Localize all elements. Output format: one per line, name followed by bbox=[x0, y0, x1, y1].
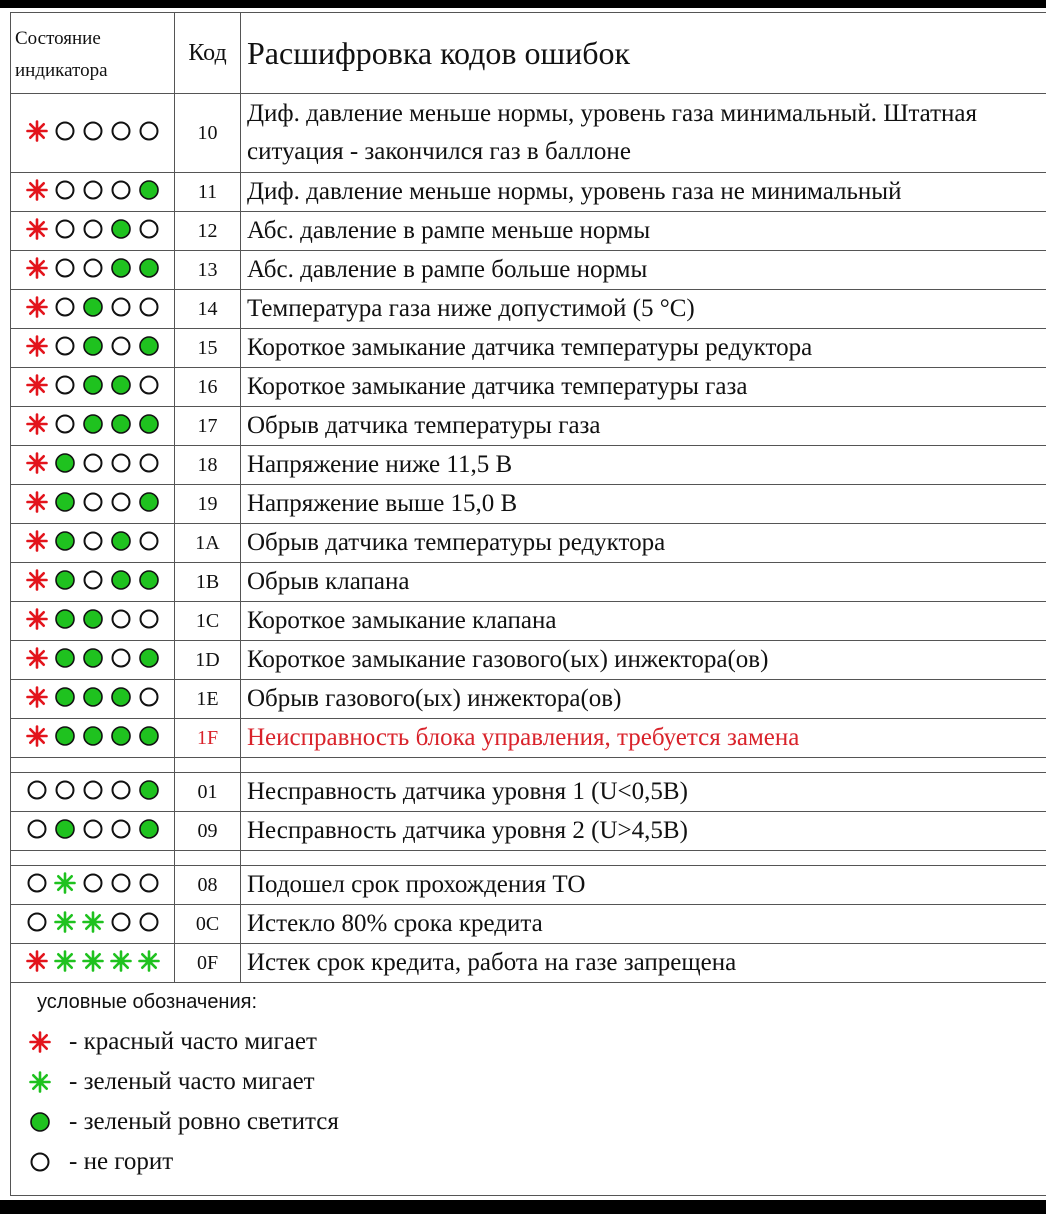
off-led-icon bbox=[138, 608, 160, 630]
off-led-icon bbox=[110, 608, 132, 630]
table-row bbox=[11, 446, 1046, 485]
red-blink-led-icon bbox=[26, 218, 48, 240]
green-solid-led-icon bbox=[110, 257, 132, 279]
off-led-icon bbox=[138, 686, 160, 708]
indicator-cell bbox=[11, 368, 175, 407]
description-cell: Абс. давление в рампе больше нормы bbox=[241, 251, 1046, 290]
indicator-leds bbox=[26, 296, 160, 318]
off-led-icon bbox=[26, 872, 48, 894]
code-cell: 1A bbox=[175, 524, 241, 563]
code-cell: 01 bbox=[175, 773, 241, 812]
table-row bbox=[11, 94, 1046, 173]
off-led-icon bbox=[82, 872, 104, 894]
description-cell: Истек срок кредита, работа на газе запрещена bbox=[241, 944, 1046, 983]
green-solid-led-icon bbox=[138, 257, 160, 279]
description-cell: Обрыв газового(ых) инжектора(ов) bbox=[241, 680, 1046, 719]
green-blink-led-icon bbox=[138, 950, 160, 972]
separator-cell bbox=[175, 851, 241, 866]
table-row bbox=[11, 773, 1046, 812]
indicator-leds bbox=[26, 725, 160, 747]
off-led-icon bbox=[82, 120, 104, 142]
code-cell: 15 bbox=[175, 329, 241, 368]
legend-item-text: - зеленый часто мигает bbox=[69, 1068, 315, 1095]
header-code: Код bbox=[175, 13, 241, 94]
green-solid-led-icon bbox=[29, 1111, 51, 1133]
table-row bbox=[11, 251, 1046, 290]
indicator-cell bbox=[11, 446, 175, 485]
separator-row bbox=[11, 758, 1046, 773]
off-led-icon bbox=[138, 296, 160, 318]
off-led-icon bbox=[82, 779, 104, 801]
description-cell: Истекло 80% срока кредита bbox=[241, 905, 1046, 944]
off-led-icon bbox=[138, 452, 160, 474]
description-cell: Короткое замыкание датчика температуры газа bbox=[241, 368, 1046, 407]
code-cell: 17 bbox=[175, 407, 241, 446]
green-solid-led-icon bbox=[138, 413, 160, 435]
description-cell: Диф. давление меньше нормы, уровень газа минимальный. Штатная ситуация - закончился газ в баллоне bbox=[241, 94, 1046, 173]
off-led-icon bbox=[82, 257, 104, 279]
indicator-cell bbox=[11, 94, 175, 173]
off-led-icon bbox=[110, 335, 132, 357]
red-blink-led-icon bbox=[26, 296, 48, 318]
off-led-icon bbox=[110, 452, 132, 474]
green-solid-led-icon bbox=[54, 491, 76, 513]
table-row bbox=[11, 905, 1046, 944]
table-row bbox=[11, 290, 1046, 329]
indicator-leds bbox=[26, 257, 160, 279]
description-cell: Несправность датчика уровня 1 (U<0,5В) bbox=[241, 773, 1046, 812]
separator-cell bbox=[241, 851, 1046, 866]
header-indicator: Состояние индикатора bbox=[11, 13, 175, 94]
table-row bbox=[11, 680, 1046, 719]
header-description: Расшифровка кодов ошибок bbox=[241, 13, 1046, 94]
code-cell: 1E bbox=[175, 680, 241, 719]
indicator-cell bbox=[11, 563, 175, 602]
indicator-cell bbox=[11, 944, 175, 983]
description-cell: Напряжение ниже 11,5 В bbox=[241, 446, 1046, 485]
separator-cell bbox=[175, 758, 241, 773]
off-led-icon bbox=[110, 179, 132, 201]
description-cell: Обрыв клапана bbox=[241, 563, 1046, 602]
green-solid-led-icon bbox=[138, 725, 160, 747]
green-blink-led-icon bbox=[29, 1071, 51, 1093]
indicator-leds bbox=[26, 120, 160, 142]
description-cell: Обрыв датчика температуры редуктора bbox=[241, 524, 1046, 563]
green-solid-led-icon bbox=[54, 647, 76, 669]
code-cell: 1D bbox=[175, 641, 241, 680]
indicator-leds bbox=[26, 452, 160, 474]
off-led-icon bbox=[138, 218, 160, 240]
red-blink-led-icon bbox=[26, 530, 48, 552]
green-solid-led-icon bbox=[54, 452, 76, 474]
off-led-icon bbox=[82, 530, 104, 552]
code-cell: 12 bbox=[175, 212, 241, 251]
red-blink-led-icon bbox=[26, 569, 48, 591]
green-solid-led-icon bbox=[110, 530, 132, 552]
legend-row bbox=[11, 983, 1046, 1196]
separator-cell bbox=[11, 851, 175, 866]
green-solid-led-icon bbox=[110, 374, 132, 396]
legend-title: условные обозначения: bbox=[37, 991, 258, 1013]
code-cell: 1C bbox=[175, 602, 241, 641]
red-blink-led-icon bbox=[26, 608, 48, 630]
indicator-leds bbox=[26, 530, 160, 552]
red-blink-led-icon bbox=[26, 413, 48, 435]
green-solid-led-icon bbox=[110, 569, 132, 591]
legend-item bbox=[11, 1062, 1046, 1102]
table-row bbox=[11, 944, 1046, 983]
red-blink-led-icon bbox=[26, 452, 48, 474]
code-cell: 10 bbox=[175, 94, 241, 173]
indicator-cell bbox=[11, 290, 175, 329]
description-cell: Напряжение выше 15,0 В bbox=[241, 485, 1046, 524]
green-blink-led-icon bbox=[82, 911, 104, 933]
code-cell: 11 bbox=[175, 173, 241, 212]
description-cell: Короткое замыкание датчика температуры редуктора bbox=[241, 329, 1046, 368]
table-body bbox=[11, 13, 1046, 1196]
green-solid-led-icon bbox=[138, 491, 160, 513]
table-row bbox=[11, 812, 1046, 851]
indicator-leds bbox=[26, 608, 160, 630]
red-blink-led-icon bbox=[26, 335, 48, 357]
code-cell: 13 bbox=[175, 251, 241, 290]
green-solid-led-icon bbox=[138, 818, 160, 840]
legend bbox=[11, 983, 1046, 1196]
green-solid-led-icon bbox=[54, 608, 76, 630]
off-led-icon bbox=[54, 218, 76, 240]
table-row bbox=[11, 173, 1046, 212]
red-blink-led-icon bbox=[26, 120, 48, 142]
legend-item-text: - зеленый ровно светится bbox=[69, 1108, 339, 1135]
indicator-leds bbox=[26, 374, 160, 396]
code-cell: 14 bbox=[175, 290, 241, 329]
off-led-icon bbox=[26, 818, 48, 840]
indicator-leds bbox=[26, 686, 160, 708]
description-cell: Несправность датчика уровня 2 (U>4,5В) bbox=[241, 812, 1046, 851]
off-led-icon bbox=[110, 872, 132, 894]
off-led-icon bbox=[54, 179, 76, 201]
off-led-icon bbox=[138, 872, 160, 894]
green-solid-led-icon bbox=[82, 413, 104, 435]
off-led-icon bbox=[54, 257, 76, 279]
red-blink-led-icon bbox=[29, 1031, 51, 1053]
green-solid-led-icon bbox=[110, 725, 132, 747]
green-solid-led-icon bbox=[138, 779, 160, 801]
indicator-cell bbox=[11, 212, 175, 251]
page bbox=[0, 8, 1046, 1200]
off-led-icon bbox=[138, 120, 160, 142]
code-cell: 0C bbox=[175, 905, 241, 944]
off-led-icon bbox=[54, 413, 76, 435]
off-led-icon bbox=[138, 911, 160, 933]
error-codes-table bbox=[10, 12, 1046, 1196]
red-blink-led-icon bbox=[26, 257, 48, 279]
legend-item bbox=[11, 1142, 1046, 1182]
green-solid-led-icon bbox=[82, 725, 104, 747]
indicator-leds bbox=[26, 569, 160, 591]
table-row bbox=[11, 602, 1046, 641]
table-row bbox=[11, 368, 1046, 407]
indicator-cell bbox=[11, 641, 175, 680]
off-led-icon bbox=[82, 218, 104, 240]
red-blink-led-icon bbox=[26, 950, 48, 972]
red-blink-led-icon bbox=[26, 725, 48, 747]
indicator-cell bbox=[11, 524, 175, 563]
code-cell: 1B bbox=[175, 563, 241, 602]
indicator-leds bbox=[26, 647, 160, 669]
green-solid-led-icon bbox=[138, 335, 160, 357]
off-led-icon bbox=[138, 374, 160, 396]
green-solid-led-icon bbox=[138, 647, 160, 669]
code-cell: 1F bbox=[175, 719, 241, 758]
separator-cell bbox=[11, 758, 175, 773]
green-solid-led-icon bbox=[110, 218, 132, 240]
separator-cell bbox=[241, 758, 1046, 773]
green-blink-led-icon bbox=[54, 911, 76, 933]
green-solid-led-icon bbox=[54, 686, 76, 708]
indicator-cell bbox=[11, 602, 175, 641]
green-solid-led-icon bbox=[82, 335, 104, 357]
legend-item bbox=[11, 1022, 1046, 1062]
code-cell: 09 bbox=[175, 812, 241, 851]
green-solid-led-icon bbox=[54, 569, 76, 591]
description-cell: Обрыв датчика температуры газа bbox=[241, 407, 1046, 446]
off-led-icon bbox=[82, 179, 104, 201]
green-solid-led-icon bbox=[138, 569, 160, 591]
indicator-leds bbox=[26, 491, 160, 513]
header-row bbox=[11, 13, 1046, 94]
red-blink-led-icon bbox=[26, 686, 48, 708]
description-cell: Короткое замыкание клапана bbox=[241, 602, 1046, 641]
code-cell: 0F bbox=[175, 944, 241, 983]
legend-item bbox=[11, 1102, 1046, 1142]
code-cell: 16 bbox=[175, 368, 241, 407]
off-led-icon bbox=[29, 1151, 51, 1173]
table-row bbox=[11, 866, 1046, 905]
green-solid-led-icon bbox=[82, 296, 104, 318]
indicator-cell bbox=[11, 719, 175, 758]
indicator-cell bbox=[11, 773, 175, 812]
red-blink-led-icon bbox=[26, 647, 48, 669]
table-row bbox=[11, 329, 1046, 368]
green-blink-led-icon bbox=[54, 950, 76, 972]
green-solid-led-icon bbox=[82, 608, 104, 630]
off-led-icon bbox=[82, 452, 104, 474]
green-blink-led-icon bbox=[54, 872, 76, 894]
off-led-icon bbox=[110, 911, 132, 933]
off-led-icon bbox=[54, 120, 76, 142]
green-solid-led-icon bbox=[82, 686, 104, 708]
table-row bbox=[11, 719, 1046, 758]
green-solid-led-icon bbox=[138, 179, 160, 201]
indicator-leds bbox=[26, 872, 160, 894]
off-led-icon bbox=[54, 779, 76, 801]
table-row bbox=[11, 212, 1046, 251]
off-led-icon bbox=[26, 911, 48, 933]
off-led-icon bbox=[54, 335, 76, 357]
green-solid-led-icon bbox=[54, 725, 76, 747]
red-blink-led-icon bbox=[26, 179, 48, 201]
indicator-cell bbox=[11, 812, 175, 851]
code-cell: 19 bbox=[175, 485, 241, 524]
description-cell: Температура газа ниже допустимой (5 °C) bbox=[241, 290, 1046, 329]
description-cell: Короткое замыкание газового(ых) инжектора(ов) bbox=[241, 641, 1046, 680]
description-cell: Подошел срок прохождения ТО bbox=[241, 866, 1046, 905]
table-row bbox=[11, 524, 1046, 563]
indicator-leds bbox=[26, 335, 160, 357]
description-cell: Диф. давление меньше нормы, уровень газа не минимальный bbox=[241, 173, 1046, 212]
green-solid-led-icon bbox=[82, 374, 104, 396]
red-blink-led-icon bbox=[26, 491, 48, 513]
legend-item-text: - красный часто мигает bbox=[69, 1028, 317, 1055]
indicator-leds bbox=[26, 950, 160, 972]
code-cell: 18 bbox=[175, 446, 241, 485]
off-led-icon bbox=[110, 296, 132, 318]
green-solid-led-icon bbox=[54, 818, 76, 840]
table-row bbox=[11, 485, 1046, 524]
off-led-icon bbox=[110, 779, 132, 801]
off-led-icon bbox=[110, 647, 132, 669]
indicator-leds bbox=[26, 218, 160, 240]
indicator-cell bbox=[11, 680, 175, 719]
off-led-icon bbox=[54, 296, 76, 318]
indicator-cell bbox=[11, 485, 175, 524]
green-blink-led-icon bbox=[110, 950, 132, 972]
description-cell: Неисправность блока управления, требуется замена bbox=[241, 719, 1046, 758]
indicator-leds bbox=[26, 818, 160, 840]
indicator-leds bbox=[26, 911, 160, 933]
indicator-leds bbox=[26, 779, 160, 801]
indicator-cell bbox=[11, 251, 175, 290]
off-led-icon bbox=[26, 779, 48, 801]
green-solid-led-icon bbox=[110, 686, 132, 708]
off-led-icon bbox=[110, 818, 132, 840]
green-solid-led-icon bbox=[110, 413, 132, 435]
off-led-icon bbox=[82, 569, 104, 591]
off-led-icon bbox=[82, 491, 104, 513]
indicator-cell bbox=[11, 329, 175, 368]
indicator-leds bbox=[26, 413, 160, 435]
off-led-icon bbox=[138, 530, 160, 552]
off-led-icon bbox=[110, 491, 132, 513]
separator-row bbox=[11, 851, 1046, 866]
off-led-icon bbox=[82, 818, 104, 840]
green-blink-led-icon bbox=[82, 950, 104, 972]
table-row bbox=[11, 641, 1046, 680]
off-led-icon bbox=[110, 120, 132, 142]
green-solid-led-icon bbox=[54, 530, 76, 552]
legend-item-text: - не горит bbox=[69, 1148, 174, 1175]
indicator-cell bbox=[11, 173, 175, 212]
indicator-cell bbox=[11, 407, 175, 446]
code-cell: 08 bbox=[175, 866, 241, 905]
off-led-icon bbox=[54, 374, 76, 396]
indicator-cell bbox=[11, 905, 175, 944]
indicator-leds bbox=[26, 179, 160, 201]
red-blink-led-icon bbox=[26, 374, 48, 396]
table-row bbox=[11, 407, 1046, 446]
indicator-cell bbox=[11, 866, 175, 905]
description-cell: Абс. давление в рампе меньше нормы bbox=[241, 212, 1046, 251]
table-row bbox=[11, 563, 1046, 602]
green-solid-led-icon bbox=[82, 647, 104, 669]
